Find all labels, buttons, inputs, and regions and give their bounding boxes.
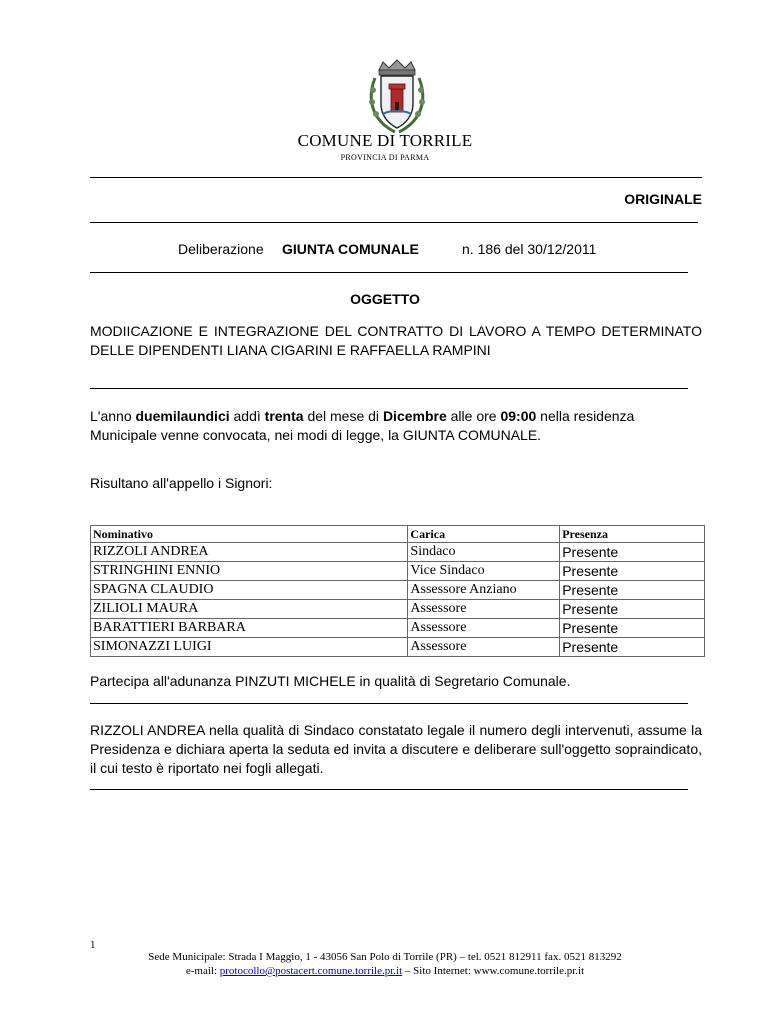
intro-ora: 09:00 [500,408,537,424]
deliberazione-number: n. 186 del 30/12/2011 [462,241,597,257]
divider [90,222,698,223]
nome-cell: STRINGHINI ENNIO [91,562,408,581]
page-number: 1 [90,939,96,951]
intro-text: alle ore [446,408,501,424]
deliberazione-label: Deliberazione [178,241,264,257]
oggetto-heading: OGGETTO [350,291,420,307]
footer-contacts [0,965,770,977]
appello-text: Risultano all'appello i Signori: [90,475,273,491]
carica-cell: Vice Sindaco [408,562,560,581]
intro-paragraph [90,407,702,426]
table-row [91,543,705,562]
presenze-table [90,525,705,657]
table-row [91,581,705,600]
presenza-cell: Presente [560,581,705,600]
intro-text: del mese di [303,408,383,424]
carica-cell: Assessore Anziano [408,581,560,600]
oggetto-text: MODIICAZIONE E INTEGRAZIONE DEL CONTRATTO DI LAVORO A TEMPO DETERMINATO DELLE DIPENDENTI LIANA CIGARINI E RAFFAELLA RAMPINI [90,323,702,358]
municipal-crest-icon [365,58,429,136]
nome-cell: ZILIOLI MAURA [91,600,408,619]
intro-text: nella residenza [536,408,635,424]
nome-cell: SIMONAZZI LUIGI [91,638,408,657]
carica-cell: Assessore [408,600,560,619]
table-header-row [91,526,705,543]
email-label: e-mail: [185,965,220,977]
email-link[interactable]: protocollo@postacert.comune.torrile.pr.it [219,965,403,977]
sindaco-paragraph: RIZZOLI ANDREA nella qualità di Sindaco constatato legale il numero degli intervenuti, assume la Presidenza e dichiara aperta la seduta ed invita a discutere e deliberare sull'oggetto sopraindicato, il cui testo è riportato nei fogli allegati. [90,722,702,776]
comune-title: COMUNE DI TORRILE [297,131,473,150]
organo-label: GIUNTA COMUNALE [282,241,419,257]
footer-address: Sede Municipale: Strada I Maggio, 1 - 43056 San Polo di Torrile (PR) – tel. 0521 812911 fax. 0521 813292 [148,951,622,963]
table-row [91,600,705,619]
intro-text: L'anno [90,408,136,424]
nome-cell: BARATTIERI BARBARA [91,619,408,638]
divider [90,177,702,178]
intro-mese: Dicembre [382,408,447,424]
presenza-cell: Presente [560,543,705,562]
partecipa-text: Partecipa all'adunanza PINZUTI MICHELE in qualità di Segretario Comunale. [90,673,571,689]
column-header: Carica [408,526,560,543]
provincia-subtitle: PROVINCIA DI PARMA [340,153,430,162]
nome-cell: RIZZOLI ANDREA [91,543,408,562]
intro-giorno: trenta [264,408,304,424]
presenza-cell: Presente [560,638,705,657]
status-originale: ORIGINALE [624,191,702,207]
divider [90,388,688,389]
carica-cell: Sindaco [408,543,560,562]
intro-text: addì [229,408,265,424]
sito-text: – Sito Internet: www.comune.torrile.pr.it [402,965,585,977]
column-header: Nominativo [91,526,408,543]
intro-anno: duemilaundici [135,408,230,424]
carica-cell: Assessore [408,619,560,638]
divider [90,272,688,273]
table-row [91,638,705,657]
column-header: Presenza [560,526,705,543]
divider [90,789,688,790]
nome-cell: SPAGNA CLAUDIO [91,581,408,600]
table-row [91,619,705,638]
intro-line-2: Municipale venne convocata, nei modi di legge, la GIUNTA COMUNALE. [90,427,542,443]
presenza-cell: Presente [560,600,705,619]
presenza-cell: Presente [560,562,705,581]
presenza-cell: Presente [560,619,705,638]
divider [90,703,688,704]
table-row [91,562,705,581]
carica-cell: Assessore [408,638,560,657]
